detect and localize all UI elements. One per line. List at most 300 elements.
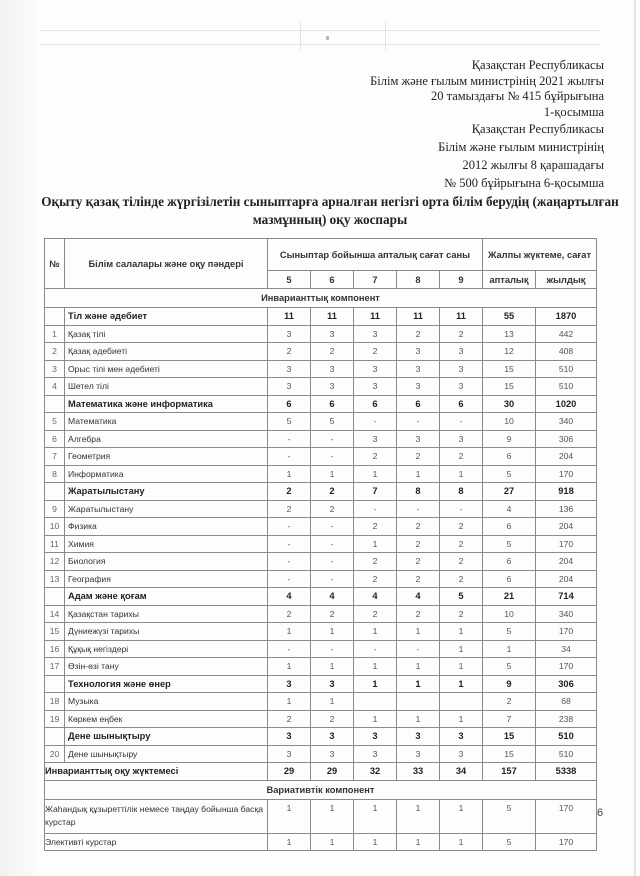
group-name: Жаратылыстану	[65, 483, 268, 501]
group-value: 7	[354, 483, 397, 501]
group-row	[45, 483, 597, 501]
group-name: Дене шынықтыру	[65, 728, 268, 746]
invariant-total-value: 33	[397, 763, 440, 781]
subject-value: -	[311, 640, 354, 658]
variative-value: 1	[440, 833, 483, 851]
subject-value: 2	[354, 570, 397, 588]
group-value: 1	[397, 675, 440, 693]
subject-row	[45, 500, 597, 518]
curriculum-table	[44, 238, 597, 851]
group-value: 11	[397, 308, 440, 326]
subject-row	[45, 413, 597, 431]
subject-value: 2	[354, 553, 397, 571]
bleed-through-artifact	[40, 0, 630, 50]
subject-value: 204	[536, 448, 597, 466]
group-value: 4	[311, 588, 354, 606]
subject-value: 1	[397, 658, 440, 676]
subject-name: Өзін-өзі тану	[65, 658, 268, 676]
decree-line: 20 тамыздағы № 415 бұйрығына	[430, 89, 604, 104]
group-value: 1020	[536, 395, 597, 413]
subject-value: 3	[397, 430, 440, 448]
subject-value: 1	[440, 640, 483, 658]
group-value: 3	[268, 675, 311, 693]
group-value: 6	[354, 395, 397, 413]
subject-value: 2	[354, 518, 397, 536]
subject-value: 5	[483, 535, 536, 553]
variative-value: 1	[397, 833, 440, 851]
subject-value: 1	[354, 658, 397, 676]
subject-name: Биология	[65, 553, 268, 571]
subject-no: 20	[45, 745, 65, 763]
decree-line: № 500 бұйрығына 6-қосымша	[444, 176, 604, 191]
subject-value: 2	[354, 605, 397, 623]
subject-value: 2	[440, 325, 483, 343]
group-value: 3	[311, 728, 354, 746]
group-value: 1	[354, 675, 397, 693]
group-row	[45, 395, 597, 413]
subject-value: 1	[268, 623, 311, 641]
decree-line: Қазақстан Республикасы	[471, 58, 604, 72]
subject-value: -	[397, 640, 440, 658]
subject-value	[397, 693, 440, 711]
invariant-total-value: 34	[440, 763, 483, 781]
variative-value: 5	[483, 833, 536, 851]
subject-value: 408	[536, 343, 597, 361]
variative-value: 5	[483, 799, 536, 833]
invariant-total-label: Инварианттық оқу жүктемесі	[45, 763, 268, 781]
subject-value: 5	[483, 658, 536, 676]
subject-value: -	[311, 553, 354, 571]
group-value: 6	[268, 395, 311, 413]
subject-value: 6	[483, 448, 536, 466]
subject-value: 2	[354, 448, 397, 466]
scan-shadow	[0, 0, 38, 876]
subject-value: 2	[268, 710, 311, 728]
subject-no: 13	[45, 570, 65, 588]
header-grade: 7	[354, 271, 397, 289]
subject-value: 1	[397, 465, 440, 483]
subject-value: 340	[536, 413, 597, 431]
subject-value: 170	[536, 658, 597, 676]
subject-value: 3	[397, 360, 440, 378]
subject-no: 16	[45, 640, 65, 658]
header-total-load: Жалпы жүктеме, сағат	[483, 239, 597, 271]
group-value: 4	[268, 588, 311, 606]
subject-value: 1	[440, 710, 483, 728]
decree-line: 1-қосымша	[543, 104, 604, 119]
group-row	[45, 675, 597, 693]
invariant-total-value: 29	[311, 763, 354, 781]
subject-value: 15	[483, 745, 536, 763]
group-value: 3	[440, 728, 483, 746]
subject-value: 3	[354, 325, 397, 343]
subject-value: -	[268, 448, 311, 466]
subject-value: 3	[440, 745, 483, 763]
subject-no: 9	[45, 500, 65, 518]
subject-value: 6	[483, 553, 536, 571]
group-name: Тіл және әдебиет	[65, 308, 268, 326]
group-value: 8	[440, 483, 483, 501]
section-label: Вариативтік компонент	[45, 780, 597, 799]
subject-value: 1	[354, 623, 397, 641]
group-value: 15	[483, 728, 536, 746]
subject-name: Қазақ тілі	[65, 325, 268, 343]
subject-value: 2	[268, 500, 311, 518]
subject-value: 2	[311, 605, 354, 623]
subject-name: Құқық негіздері	[65, 640, 268, 658]
subject-name: Дене шынықтыру	[65, 745, 268, 763]
variative-row	[45, 799, 597, 833]
group-value: 2	[268, 483, 311, 501]
subject-name: Информатика	[65, 465, 268, 483]
subject-no: 4	[45, 378, 65, 396]
subject-value: 2	[311, 343, 354, 361]
subject-no: 18	[45, 693, 65, 711]
subject-value: -	[268, 570, 311, 588]
subject-value: 2	[440, 605, 483, 623]
subject-row	[45, 378, 597, 396]
subject-value: 136	[536, 500, 597, 518]
subject-name: Алгебра	[65, 430, 268, 448]
subject-value: 3	[311, 325, 354, 343]
subject-name: Орыс тілі мен әдебиеті	[65, 360, 268, 378]
subject-value: 2	[440, 535, 483, 553]
header-subjects: Білім салалары және оқу пәндері	[65, 239, 268, 289]
subject-value: 204	[536, 518, 597, 536]
subject-value: 2	[440, 553, 483, 571]
decree-reference	[370, 58, 604, 192]
subject-value: 2	[268, 343, 311, 361]
subject-value: 3	[354, 430, 397, 448]
subject-no: 8	[45, 465, 65, 483]
group-value: 11	[311, 308, 354, 326]
variative-value: 1	[268, 833, 311, 851]
subject-value: 3	[440, 430, 483, 448]
group-value: 6	[397, 395, 440, 413]
subject-row	[45, 605, 597, 623]
subject-no: 17	[45, 658, 65, 676]
group-name: Адам және қоғам	[65, 588, 268, 606]
group-no	[45, 675, 65, 693]
group-value: 27	[483, 483, 536, 501]
subject-no: 10	[45, 518, 65, 536]
subject-value: 9	[483, 430, 536, 448]
subject-name: Көркем еңбек	[65, 710, 268, 728]
subject-value: 2	[268, 605, 311, 623]
group-no	[45, 483, 65, 501]
subject-value: 3	[268, 378, 311, 396]
subject-name: Қазақстан тарихы	[65, 605, 268, 623]
subject-no: 6	[45, 430, 65, 448]
subject-value: 1	[483, 640, 536, 658]
subject-value: 2	[440, 518, 483, 536]
group-value: 3	[354, 728, 397, 746]
subject-row	[45, 570, 597, 588]
group-value: 510	[536, 728, 597, 746]
subject-value: 2	[397, 605, 440, 623]
subject-value: 3	[397, 343, 440, 361]
subject-value: 1	[440, 658, 483, 676]
group-no	[45, 728, 65, 746]
header-weekly: апталық	[483, 271, 536, 289]
group-value: 4	[397, 588, 440, 606]
variative-value: 170	[536, 799, 597, 833]
subject-value: -	[268, 640, 311, 658]
subject-value: 1	[268, 693, 311, 711]
subject-name: Химия	[65, 535, 268, 553]
header-no: №	[45, 239, 65, 289]
subject-no: 3	[45, 360, 65, 378]
subject-row	[45, 745, 597, 763]
header-yearly: жылдық	[536, 271, 597, 289]
subject-value: 4	[483, 500, 536, 518]
invariant-total-value: 5338	[536, 763, 597, 781]
subject-value: 3	[268, 325, 311, 343]
subject-value: 1	[268, 465, 311, 483]
subject-no: 7	[45, 448, 65, 466]
subject-value: 2	[397, 448, 440, 466]
subject-value: 1	[440, 465, 483, 483]
subject-value: -	[397, 500, 440, 518]
invariant-total-value: 29	[268, 763, 311, 781]
header-grade: 8	[397, 271, 440, 289]
invariant-total-value: 157	[483, 763, 536, 781]
subject-value: 3	[397, 745, 440, 763]
subject-value	[440, 693, 483, 711]
header-grade: 6	[311, 271, 354, 289]
subject-value: 3	[440, 378, 483, 396]
group-no	[45, 395, 65, 413]
subject-value: 10	[483, 605, 536, 623]
subject-value: 15	[483, 378, 536, 396]
title-line: Оқыту қазақ тілінде жүргізілетін сыныптарға арналған негізгі орта білім берудің (жаңартылған	[41, 194, 619, 209]
subject-value: 204	[536, 553, 597, 571]
group-no	[45, 308, 65, 326]
subject-value: 1	[311, 658, 354, 676]
subject-name: Қазақ әдебиеті	[65, 343, 268, 361]
group-row	[45, 588, 597, 606]
invariant-total-value: 32	[354, 763, 397, 781]
group-value: 21	[483, 588, 536, 606]
group-row	[45, 728, 597, 746]
subject-value: 3	[354, 360, 397, 378]
scan-mark	[326, 36, 329, 40]
subject-no: 11	[45, 535, 65, 553]
decree-line: Білім және ғылым министрінің 2021 жылғы	[370, 73, 604, 88]
subject-value: 2	[311, 710, 354, 728]
subject-value: 34	[536, 640, 597, 658]
group-name: Технология және өнер	[65, 675, 268, 693]
variative-name: Жаһандық құзыреттілік немесе таңдау бойынша басқа курстар	[45, 799, 268, 833]
subject-value: 3	[440, 343, 483, 361]
subject-row	[45, 553, 597, 571]
subject-value: 5	[483, 623, 536, 641]
subject-row	[45, 448, 597, 466]
subject-value: 6	[483, 570, 536, 588]
subject-value: -	[268, 553, 311, 571]
subject-value: 6	[483, 518, 536, 536]
variative-value: 1	[354, 833, 397, 851]
subject-row	[45, 658, 597, 676]
variative-value: 1	[354, 799, 397, 833]
section-label: Инварианттық компонент	[45, 289, 597, 308]
subject-value: 2	[311, 500, 354, 518]
subject-value: -	[311, 430, 354, 448]
subject-value: 170	[536, 623, 597, 641]
subject-no: 1	[45, 325, 65, 343]
group-value: 918	[536, 483, 597, 501]
variative-value: 1	[311, 799, 354, 833]
header-grade: 9	[440, 271, 483, 289]
subject-value: 15	[483, 360, 536, 378]
subject-value: -	[268, 535, 311, 553]
subject-value: -	[268, 430, 311, 448]
group-value: 3	[311, 675, 354, 693]
subject-value: 2	[397, 325, 440, 343]
subject-row	[45, 535, 597, 553]
subject-value: -	[354, 500, 397, 518]
subject-name: Музыка	[65, 693, 268, 711]
subject-value: 510	[536, 378, 597, 396]
subject-value: 2	[397, 553, 440, 571]
subject-value: 1	[354, 465, 397, 483]
subject-value: 2	[483, 693, 536, 711]
group-value: 11	[268, 308, 311, 326]
subject-name: Математика	[65, 413, 268, 431]
title-line: мазмұнның) оқу жоспары	[252, 212, 408, 227]
subject-name: Физика	[65, 518, 268, 536]
subject-value: 3	[440, 360, 483, 378]
group-value: 1870	[536, 308, 597, 326]
subject-row	[45, 325, 597, 343]
subject-name: Шетел тілі	[65, 378, 268, 396]
subject-value: 2	[440, 448, 483, 466]
subject-no: 15	[45, 623, 65, 641]
group-value: 3	[268, 728, 311, 746]
subject-value: 5	[268, 413, 311, 431]
subject-row	[45, 360, 597, 378]
group-value: 8	[397, 483, 440, 501]
subject-value: 3	[311, 745, 354, 763]
subject-no: 14	[45, 605, 65, 623]
subject-value: 2	[440, 570, 483, 588]
subject-value: 7	[483, 710, 536, 728]
header-row	[45, 239, 597, 271]
subject-value: 1	[268, 658, 311, 676]
subject-value: 510	[536, 745, 597, 763]
subject-value: -	[440, 500, 483, 518]
subject-value: 1	[397, 710, 440, 728]
subject-value: 170	[536, 535, 597, 553]
subject-value: -	[311, 570, 354, 588]
variative-row	[45, 833, 597, 851]
group-no	[45, 588, 65, 606]
group-row	[45, 308, 597, 326]
group-name: Математика және информатика	[65, 395, 268, 413]
group-value: 5	[440, 588, 483, 606]
subject-value: 2	[354, 343, 397, 361]
subject-row	[45, 640, 597, 658]
subject-value: -	[311, 448, 354, 466]
subject-value: 510	[536, 360, 597, 378]
subject-no: 19	[45, 710, 65, 728]
subject-row	[45, 343, 597, 361]
variative-value: 1	[311, 833, 354, 851]
group-value: 11	[354, 308, 397, 326]
subject-row	[45, 623, 597, 641]
subject-row	[45, 465, 597, 483]
group-value: 2	[311, 483, 354, 501]
subject-value: 3	[268, 745, 311, 763]
subject-value: 3	[311, 360, 354, 378]
subject-value: 1	[440, 623, 483, 641]
section-row-invariant	[45, 289, 597, 308]
subject-value: 3	[311, 378, 354, 396]
subject-value: 2	[397, 535, 440, 553]
subject-value: 442	[536, 325, 597, 343]
variative-value: 170	[536, 833, 597, 851]
group-value: 4	[354, 588, 397, 606]
subject-no: 12	[45, 553, 65, 571]
page-number: 6	[597, 807, 604, 819]
invariant-total-row	[45, 763, 597, 781]
subject-row	[45, 693, 597, 711]
group-value: 3	[397, 728, 440, 746]
subject-name: Жаратылыстану	[65, 500, 268, 518]
subject-value: 5	[311, 413, 354, 431]
subject-no: 5	[45, 413, 65, 431]
subject-value: 1	[354, 535, 397, 553]
subject-value: -	[354, 413, 397, 431]
group-value: 9	[483, 675, 536, 693]
subject-value: 3	[354, 745, 397, 763]
subject-value: 340	[536, 605, 597, 623]
header-grade: 5	[268, 271, 311, 289]
subject-value: 3	[268, 360, 311, 378]
subject-value: -	[268, 518, 311, 536]
subject-value: 306	[536, 430, 597, 448]
subject-value: 204	[536, 570, 597, 588]
subject-value: 1	[311, 623, 354, 641]
variative-value: 1	[268, 799, 311, 833]
group-value: 306	[536, 675, 597, 693]
subject-value: 1	[354, 710, 397, 728]
decree-line: Қазақстан Республикасы	[471, 122, 604, 137]
subject-name: Геометрия	[65, 448, 268, 466]
document-title	[40, 193, 620, 229]
subject-value: 5	[483, 465, 536, 483]
group-value: 1	[440, 675, 483, 693]
group-value: 11	[440, 308, 483, 326]
subject-value: 12	[483, 343, 536, 361]
header-weekly-by-grade: Сыныптар бойынша апталық сағат саны	[268, 239, 483, 271]
subject-row	[45, 518, 597, 536]
variative-value: 1	[397, 799, 440, 833]
decree-line: Білім және ғылым министрінің	[438, 140, 604, 155]
subject-value: 1	[397, 623, 440, 641]
subject-value: 2	[397, 570, 440, 588]
group-value: 55	[483, 308, 536, 326]
variative-value: 1	[440, 799, 483, 833]
subject-value: 68	[536, 693, 597, 711]
subject-value: 1	[311, 465, 354, 483]
subject-value: -	[397, 413, 440, 431]
section-row-variative	[45, 780, 597, 799]
subject-value	[354, 693, 397, 711]
subject-value: -	[354, 640, 397, 658]
subject-name: География	[65, 570, 268, 588]
subject-value: 2	[397, 518, 440, 536]
